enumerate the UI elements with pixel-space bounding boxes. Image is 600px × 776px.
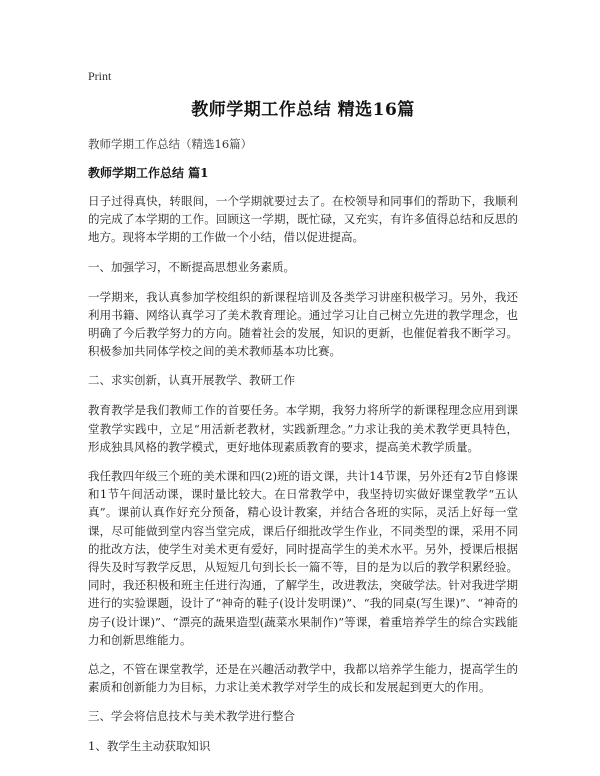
subheading-innovation: 二、求实创新，认真开展教学、教研工作 bbox=[88, 373, 295, 388]
document-subtitle: 教师学期工作总结（精选16篇） bbox=[88, 137, 253, 151]
section-heading: 教师学期工作总结 篇1 bbox=[88, 166, 209, 180]
classes-paragraph: 我任教四年级三个班的美术课和四(2)班的语文课，共计14节课，另外还有2节自修课和1节午间活动课，课时量比较大。在日常教学中，我坚持切实做好课堂教学“五认真”。课前认真作好充分预备，精心设计教案，并结合各班的实际，灵活上好每一堂课，尽可能做到堂内容当堂完成，课后仔细批改学生作业，不同类型的课，采用不同的批改方法，使学生对美术更有爱好，同时提高学生的美术水平。另外，授课后根据得失及时写教学反思，从短短几句到长长一篇不等，目的是为以后的教学积累经验。同时，我还积极和班主任进行沟通，了解学生，改进教法，突破学法。针对我进学期进行的实验课题，设计了“神奇的鞋子(设计发明课)”、“我的同桌(写生课)”、“神奇的房子(设计课)”、“漂亮的蔬果造型(蔬菜水果制作)”等课，着重培养学生的综合实践能力和创新思维能力。 bbox=[88, 469, 518, 647]
document-page bbox=[88, 68, 518, 767]
subheading-study: 一、加强学习，不断提高思想业务素质。 bbox=[88, 259, 295, 274]
study-paragraph: 一学期来，我认真参加学校组织的新课程培训及各类学习讲座积极学习。另外，我还利用书籍、网络认真学习了美术教育理论。通过学习让自己树立先进的教学理念，也明确了今后教学努力的方向。随着社会的发展，知识的更新，也催促着我不断学习。积极参加共同体学校之间的美术教师基本功比赛。 bbox=[88, 289, 518, 359]
subheading-active-learning: 1、教学生主动获取知识 bbox=[88, 739, 211, 754]
teaching-paragraph: 教育教学是我们教师工作的首要任务。本学期，我努力将所学的新课程理念应用到课堂教学实践中，立足“用活新老教材，实践新理念。”力求让我的美术教学更具特色，形成独具风格的教学模式，更好地体现素质教育的要求，提高美术教学质量。 bbox=[88, 403, 518, 454]
summary-paragraph: 总之，不管在课堂教学，还是在兴趣活动教学中，我都以培养学生能力，提高学生的素质和创新能力为目标，力求让美术教学对学生的成长和发展起到更大的作用。 bbox=[88, 662, 518, 695]
intro-paragraph: 日子过得真快，转眼间，一个学期就要过去了。在校领导和同事们的帮助下，我顺利的完成了本学期的工作。回顾这一学期，既忙碌，又充实，有许多值得总结和反思的地方。现将本学期的工作做一个小结，借以促进提高。 bbox=[88, 194, 518, 245]
document-title: 教师学期工作总结 精选16篇 bbox=[191, 100, 415, 120]
subheading-it-integration: 三、学会将信息技术与美术教学进行整合 bbox=[88, 709, 295, 724]
print-label: Print bbox=[88, 69, 112, 83]
